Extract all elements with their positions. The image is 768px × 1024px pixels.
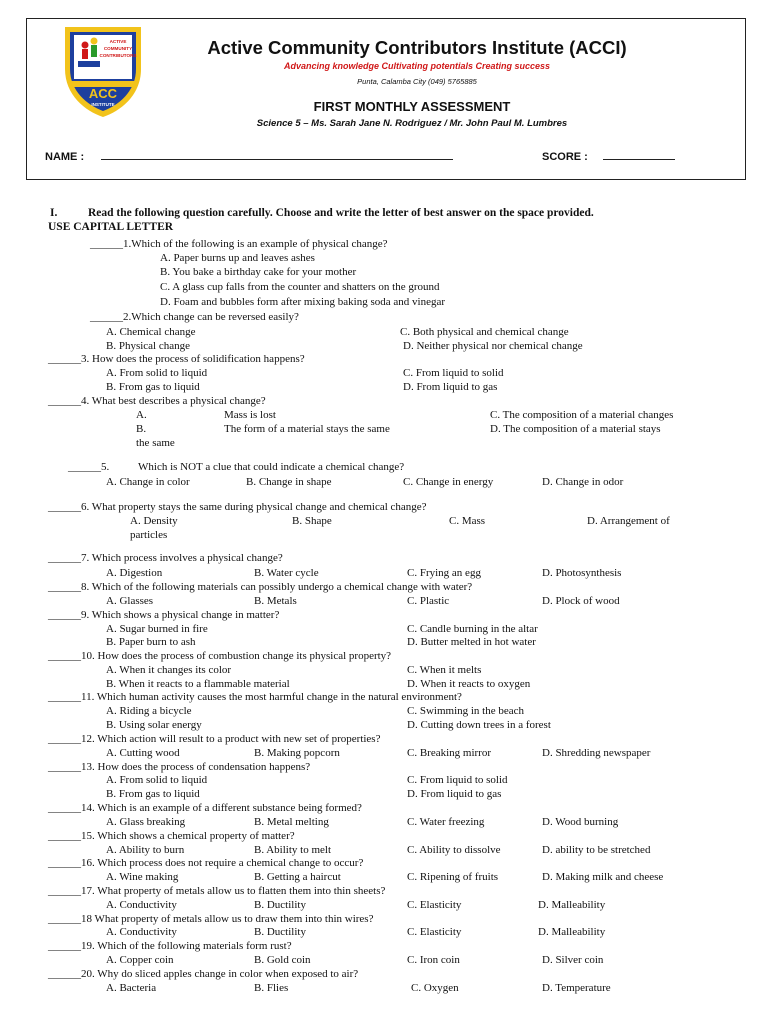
choice: A. Wine making <box>106 871 179 883</box>
choice: B. Ability to melt <box>254 844 332 856</box>
choice: B. From gas to liquid <box>106 381 200 393</box>
question-1: ______1.Which of the following is an example of physical change? <box>90 238 388 250</box>
choice: C. Elasticity <box>407 926 462 938</box>
choice: D. Wood burning <box>542 816 619 828</box>
score-field[interactable] <box>603 149 675 160</box>
exam-title: FIRST MONTHLY ASSESSMENT <box>313 99 511 114</box>
choice: B. Making popcorn <box>254 747 340 759</box>
choice: A. From solid to liquid <box>106 367 208 379</box>
choice: D. Plock of wood <box>542 595 620 607</box>
choice: A. Cutting wood <box>106 747 180 759</box>
instruction-number: I. <box>50 207 58 219</box>
choice: A. When it changes its color <box>106 664 232 676</box>
question-2: ______2.Which change can be reversed easily? <box>90 311 299 323</box>
choice: B. Paper burn to ash <box>106 636 196 648</box>
choice: D. Making milk and cheese <box>542 871 664 883</box>
subject-line: Science 5 – Ms. Sarah Jane N. Rodriguez / Mr. John Paul M. Lumbres <box>256 118 568 129</box>
choice: A. Conductivity <box>106 926 177 938</box>
choice: D. Temperature <box>542 982 611 994</box>
choice: D. ability to be stretched <box>542 844 651 856</box>
choice: C. Water freezing <box>407 816 485 828</box>
question-10: ______10. How does the process of combustion change its physical property? <box>48 650 392 662</box>
question-3: ______3. How does the process of solidification happens? <box>48 353 305 365</box>
question-5-text: Which is NOT a clue that could indicate a chemical change? <box>138 461 405 473</box>
choice: D. Malleability <box>538 899 606 911</box>
choice: C. A glass cup falls from the counter and shatters on the ground <box>160 281 440 293</box>
choice: D. Neither physical nor chemical change <box>403 340 583 352</box>
instruction-subtext: USE CAPITAL LETTER <box>48 221 174 233</box>
choice: The form of a material stays the same <box>224 423 390 435</box>
choice: A. Conductivity <box>106 899 177 911</box>
choice: C. Frying an egg <box>407 567 481 579</box>
choice: C. Ripening of fruits <box>407 871 499 883</box>
choice: B. Physical change <box>106 340 191 352</box>
logo-acronym: ACC <box>88 86 118 101</box>
choice: A. Bacteria <box>106 982 157 994</box>
question-20: ______20. Why do sliced apples change in color when exposed to air? <box>48 968 359 980</box>
header-box <box>26 18 746 180</box>
choice: C. Mass <box>449 515 486 527</box>
choice: D. Malleability <box>538 926 606 938</box>
choice: the same <box>136 437 175 449</box>
question-9: ______9. Which shows a physical change in matter? <box>48 609 280 621</box>
choice: C. Breaking mirror <box>407 747 492 759</box>
choice: A. <box>136 409 147 421</box>
choice: C. Both physical and chemical change <box>400 326 569 338</box>
question-19: ______19. Which of the following materials form rust? <box>48 940 292 952</box>
name-field[interactable] <box>101 149 453 160</box>
choice: A. Change in color <box>106 476 190 488</box>
question-13: ______13. How does the process of condensation happens? <box>48 761 311 773</box>
choice: D. When it reacts to oxygen <box>407 678 531 690</box>
choice: C. Swimming in the beach <box>407 705 525 717</box>
choice: D. Shredding newspaper <box>542 747 651 759</box>
choice: D. Foam and bubbles form after mixing baking soda and vinegar <box>160 296 446 308</box>
choice: D. The composition of a material stays <box>490 423 661 435</box>
instruction <box>50 206 710 234</box>
instruction-text: Read the following question carefully. Choose and write the letter of best answer on the space provided. <box>88 207 594 219</box>
choice: B. Ductility <box>254 899 306 911</box>
choice: A. Ability to burn <box>106 844 185 856</box>
choice: A. Digestion <box>106 567 163 579</box>
choice: A. Paper burns up and leaves ashes <box>160 252 315 264</box>
choice: Mass is lost <box>224 409 276 421</box>
choice: particles <box>130 529 168 541</box>
choice: B. Metals <box>254 595 297 607</box>
choice: D. Photosynthesis <box>542 567 622 579</box>
choice: C. The composition of a material changes <box>490 409 674 421</box>
name-label: NAME : <box>45 151 85 163</box>
choice: A. Sugar burned in fire <box>106 623 208 635</box>
choice: C. Oxygen <box>411 982 459 994</box>
choice: C. Iron coin <box>407 954 460 966</box>
score-label: SCORE : <box>542 151 588 163</box>
choice: D. From liquid to gas <box>403 381 498 393</box>
choice: A. From solid to liquid <box>106 774 208 786</box>
choice: C. Plastic <box>407 595 450 607</box>
question-5: ______5. <box>68 461 110 473</box>
school-name: Active Community Contributors Institute (ACCI) <box>207 37 627 58</box>
choice: B. Shape <box>292 515 332 527</box>
choice: A. Glasses <box>106 595 154 607</box>
choice: D. From liquid to gas <box>407 788 502 800</box>
choice: C. Ability to dissolve <box>407 844 501 856</box>
choice: B. From gas to liquid <box>106 788 200 800</box>
question-8: ______8. Which of the following materials can possibly undergo a chemical change with water? <box>48 581 473 593</box>
score-row <box>542 149 675 163</box>
school-motto: Advancing knowledge Cultivating potentials Creating success <box>283 61 551 71</box>
choice: A. Chemical change <box>106 326 196 338</box>
choice: A. Riding a bicycle <box>106 705 192 717</box>
choice: B. Getting a haircut <box>254 871 341 883</box>
question-4: ______4. What best describes a physical change? <box>48 395 266 407</box>
question-14: ______14. Which is an example of a different substance being formed? <box>48 802 362 814</box>
logo-text-line-3: CONTRIBUTORS <box>99 53 137 58</box>
choice: D. Cutting down trees in a forest <box>407 719 551 731</box>
choice: C. From liquid to solid <box>407 774 508 786</box>
question-12: ______12. Which action will result to a product with new set of properties? <box>48 733 381 745</box>
choice: B. Flies <box>254 982 289 994</box>
choice: B. Using solar energy <box>106 719 202 731</box>
question-6: ______6. What property stays the same during physical change and chemical change? <box>48 501 427 513</box>
choice: B. Ductility <box>254 926 306 938</box>
choice: C. Elasticity <box>407 899 462 911</box>
choice: A. Density <box>130 515 178 527</box>
choice: B. <box>136 423 147 435</box>
question-17: ______17. What property of metals allow us to flatten them into thin sheets? <box>48 885 386 897</box>
choice: B. Metal melting <box>254 816 329 828</box>
choice: B. You bake a birthday cake for your mother <box>160 266 357 278</box>
choice: D. Change in odor <box>542 476 624 488</box>
choice: B. Gold coin <box>254 954 311 966</box>
name-row <box>45 149 453 163</box>
question-15: ______15. Which shows a chemical property of matter? <box>48 830 295 842</box>
question-18: ______18 What property of metals allow us to draw them into thin wires? <box>48 913 374 925</box>
choice: B. When it reacts to a flammable material <box>106 678 290 690</box>
choice: B. Water cycle <box>254 567 319 579</box>
school-address: Punta, Calamba City (049) 5765885 <box>357 77 477 86</box>
choice: C. From liquid to solid <box>403 367 504 379</box>
choice: A. Copper coin <box>106 954 174 966</box>
choice: D. Silver coin <box>542 954 604 966</box>
choice: C. When it melts <box>407 664 482 676</box>
choice: C. Change in energy <box>403 476 494 488</box>
logo-text-line-1: ACTIVE <box>109 39 127 44</box>
question-7: ______7. Which process involves a physical change? <box>48 552 283 564</box>
choice: C. Candle burning in the altar <box>407 623 538 635</box>
choice: A. Glass breaking <box>106 816 186 828</box>
choice: D. Butter melted in hot water <box>407 636 536 648</box>
choice: D. Arrangement of <box>587 515 670 527</box>
question-16: ______16. Which process does not require a chemical change to occur? <box>48 857 364 869</box>
logo-sub: INSTITUTE <box>91 102 115 107</box>
logo-text-line-2: COMMUNITY <box>103 46 133 51</box>
choice: B. Change in shape <box>246 476 332 488</box>
question-11: ______11. Which human activity causes the most harmful change in the natural environment? <box>48 691 462 703</box>
